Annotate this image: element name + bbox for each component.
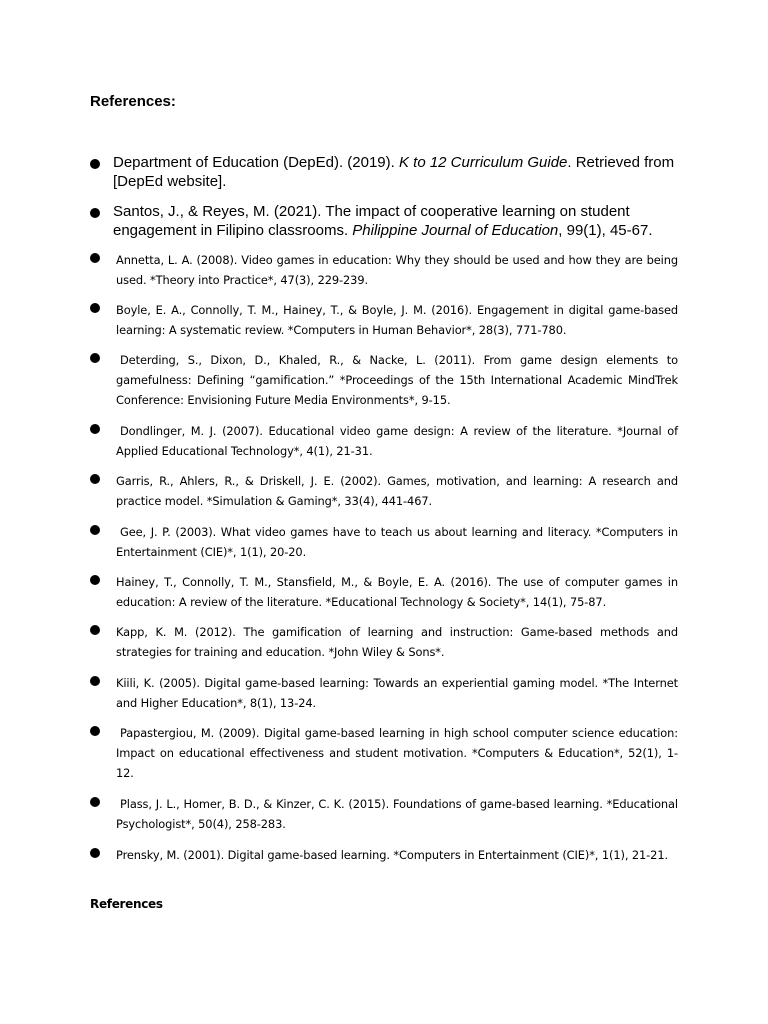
bullet-icon [90,303,100,313]
bullet-icon [90,676,100,686]
reference-text: Garris, R., Ahlers, R., & Driskell, J. E. (2002). Games, motivation, and learning: A research and practice model. *Simulation & Gaming*, 33(4), 441-467. [116,474,678,509]
reference-text: Department of Education (DepEd). (2019). K to 12 Curriculum Guide. Retrieved from [DepEd website]. [113,154,675,190]
bullet-icon [90,353,100,363]
bullet-icon [90,474,100,484]
bullet-icon [90,159,100,169]
reference-text: Hainey, T., Connolly, T. M., Stansfield, M., & Boyle, E. A. (2016). The use of computer games in education: A review of the literature. *Educational Technology & Society*, 14(1), 75-87. [116,575,678,610]
reference-text: Boyle, E. A., Connolly, T. M., Hainey, T., & Boyle, J. M. (2016). Engagement in digital game-based learning: A systematic review. *Computers in Human Behavior*, 28(3), 771-780. [116,303,678,338]
bullet-icon [90,726,100,736]
bullet-icon [90,797,100,807]
reference-text: Deterding, S., Dixon, D., Khaled, R., & Nacke, L. (2011). From game design elements to gamefulness: Defining “gamification.” *Proceedings of the 15th International Academic MindTrek Conference: Envisioning Future Media Environments*, 9-15. [116,353,678,408]
references-subheading: References [90,897,163,911]
reference-text: Annetta, L. A. (2008). Video games in education: Why they should be used and how they are being used. *Theory into Practice*, 47(3), 229-239. [116,253,678,288]
bullet-icon [90,424,100,434]
bullet-icon [90,848,100,858]
bullet-icon [90,625,100,635]
reference-title: K to 12 Curriculum Guide [398,154,568,171]
reference-text: Santos, J., & Reyes, M. (2021). The impact of cooperative learning on student engagement in Filipino classrooms. Philippine Journal of Education, 99(1), 45-67. [113,203,653,239]
bullet-icon [90,575,100,585]
reference-text: Gee, J. P. (2003). What video games have to teach us about learning and literacy. *Computers in Entertainment (CIE)*, 1(1), 20-20. [116,525,678,560]
reference-text: Prensky, M. (2001). Digital game-based learning. *Computers in Entertainment (CIE)*, 1(1), 21-21. [116,848,668,862]
bullet-icon [90,525,100,535]
reference-journal: Philippine Journal of Education [352,222,559,239]
bullet-icon [90,253,100,263]
reference-text: Kapp, K. M. (2012). The gamification of learning and instruction: Game-based methods and strategies for training and education. *John Wiley & Sons*. [116,625,678,660]
bullet-icon [90,208,100,218]
reference-text: Papastergiou, M. (2009). Digital game-based learning in high school computer science education: Impact on educational effectiveness and student motivation. *Computers & Education*, 52(1), 1-12. [116,726,678,781]
reference-text: Kiili, K. (2005). Digital game-based learning: Towards an experiential gaming model. *The Internet and Higher Education*, 8(1), 13-24. [116,676,678,711]
reference-text: Dondlinger, M. J. (2007). Educational video game design: A review of the literature. *Journal of Applied Educational Technology*, 4(1), 21-31. [116,424,678,459]
reference-text: Plass, J. L., Homer, B. D., & Kinzer, C. K. (2015). Foundations of game-based learning. *Educational Psychologist*, 50(4), 258-283. [116,797,678,832]
references-heading: References: [90,93,176,110]
